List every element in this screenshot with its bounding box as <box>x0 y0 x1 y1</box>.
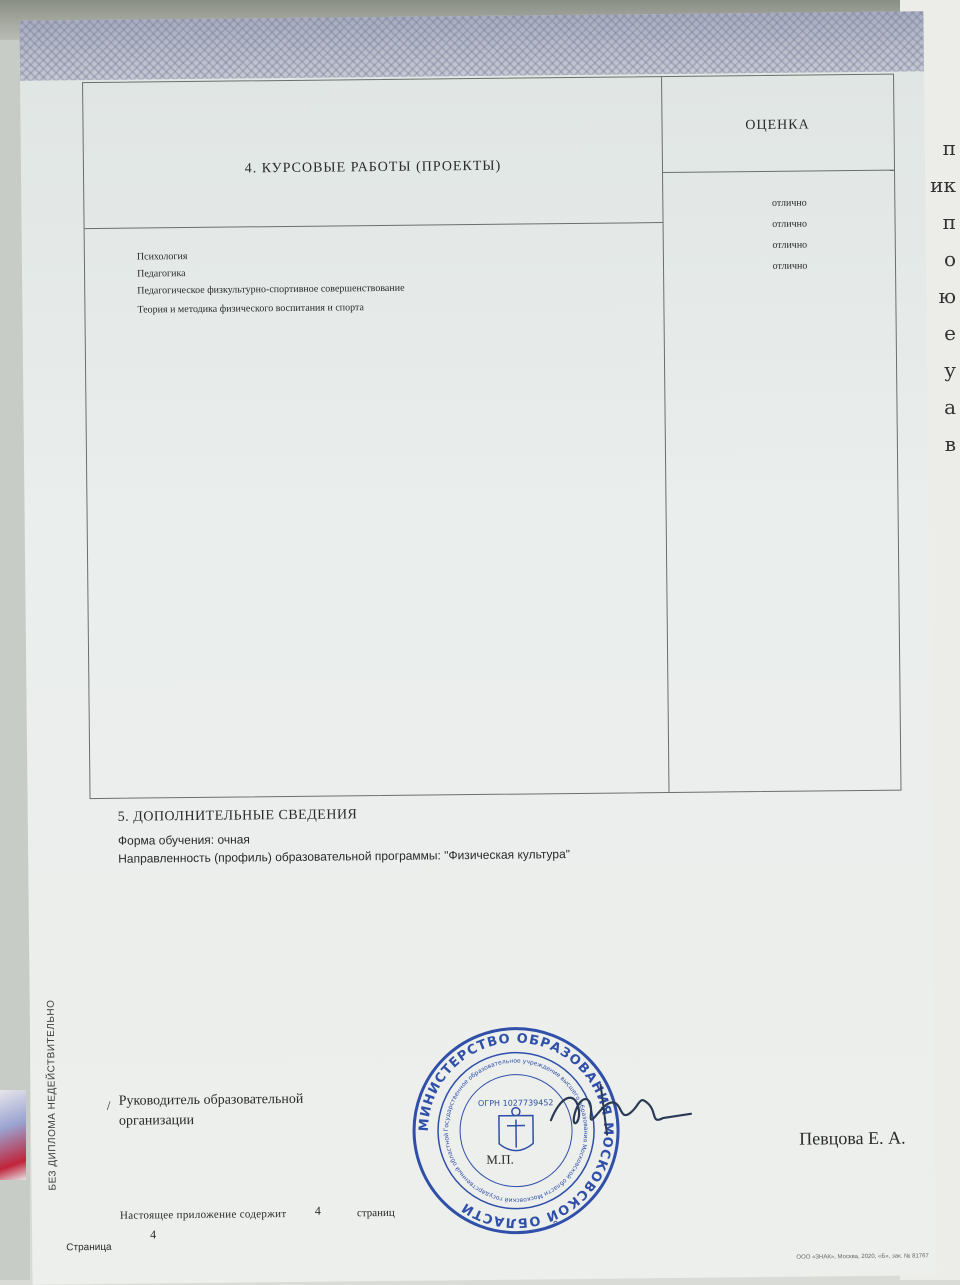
adjacent-page-letter: ю <box>938 284 956 308</box>
page-count-value: 4 <box>314 1203 321 1218</box>
table-title: 4. КУРСОВЫЕ РАБОТЫ (ПРОЕКТЫ) <box>244 158 502 177</box>
page-label: Страница <box>66 1241 112 1254</box>
subject-row: Педагогическое физкультурно-спортивное совершенствование <box>137 282 405 297</box>
page-number-value: 4 <box>150 1227 157 1242</box>
header-divider <box>85 222 663 229</box>
validity-note: БЕЗ ДИПЛОМА НЕДЕЙСТВИТЕЛЬНО <box>45 999 59 1191</box>
seal-place-label: М.П. <box>486 1151 514 1167</box>
signature-slash: / <box>106 1097 111 1113</box>
program-profile: Направленность (профиль) образовательной программы: "Физическая культура" <box>118 847 571 866</box>
subject-row: Педагогика <box>137 268 186 280</box>
coat-of-arms-icon <box>499 1107 533 1150</box>
head-of-organization-label: Руководитель образовательной организации <box>118 1091 304 1129</box>
grade-cell: отлично <box>772 218 807 230</box>
adjacent-page-letter: ик <box>930 173 956 197</box>
page-count-unit: страниц <box>356 1206 395 1220</box>
adjacent-page-letter: п <box>942 136 956 160</box>
signer-name: Певцова Е. А. <box>799 1127 906 1149</box>
header-divider-right <box>662 170 894 173</box>
adjacent-page-letter: е <box>944 321 956 345</box>
column-divider <box>661 77 669 792</box>
printer-imprint: ООО «ЗНАК», Москва, 2020, «Б», зак. № 81767 <box>796 1253 929 1261</box>
adjacent-page-letter: о <box>943 247 956 271</box>
guilloche-border <box>19 11 924 80</box>
subject-list <box>137 243 638 318</box>
grade-column-header: ОЦЕНКА <box>745 117 810 134</box>
subject-row: Теория и методика физического воспитания и спорта <box>137 302 364 316</box>
study-form: Форма обучения: очная <box>117 832 250 848</box>
handwritten-signature <box>530 1074 701 1146</box>
flag-strip <box>0 1090 26 1180</box>
subject-row: Психология <box>136 251 188 263</box>
stamp-ogrn: ОГРН 1027739452 <box>477 1098 554 1109</box>
grade-cell: отлично <box>771 197 807 209</box>
adjacent-page-letter: у <box>944 358 956 382</box>
grade-cell: отлично <box>772 239 808 251</box>
adjacent-page-letter: а <box>944 395 956 419</box>
stamp-outer-text: МИНИСТЕРСТВО ОБРАЗОВАНИЯ МОСКОВСКОЙ ОБЛАСТИ <box>416 1031 616 1230</box>
grade-list <box>729 192 850 277</box>
page-count-text: Настоящее приложение содержит <box>119 1208 287 1222</box>
adjacent-page-letter: п <box>942 210 956 234</box>
stamp-inner-text: Государственное образовательное учреждение высшего образования Московской области Московский государственный областной <box>443 1057 590 1204</box>
additional-info-title: 5. ДОПОЛНИТЕЛЬНЫЕ СВЕДЕНИЯ <box>117 807 358 825</box>
coursework-table <box>82 74 901 799</box>
adjacent-page-letter: в <box>944 432 956 456</box>
diploma-supplement-page <box>19 11 936 1284</box>
grade-cell: отлично <box>772 260 808 272</box>
